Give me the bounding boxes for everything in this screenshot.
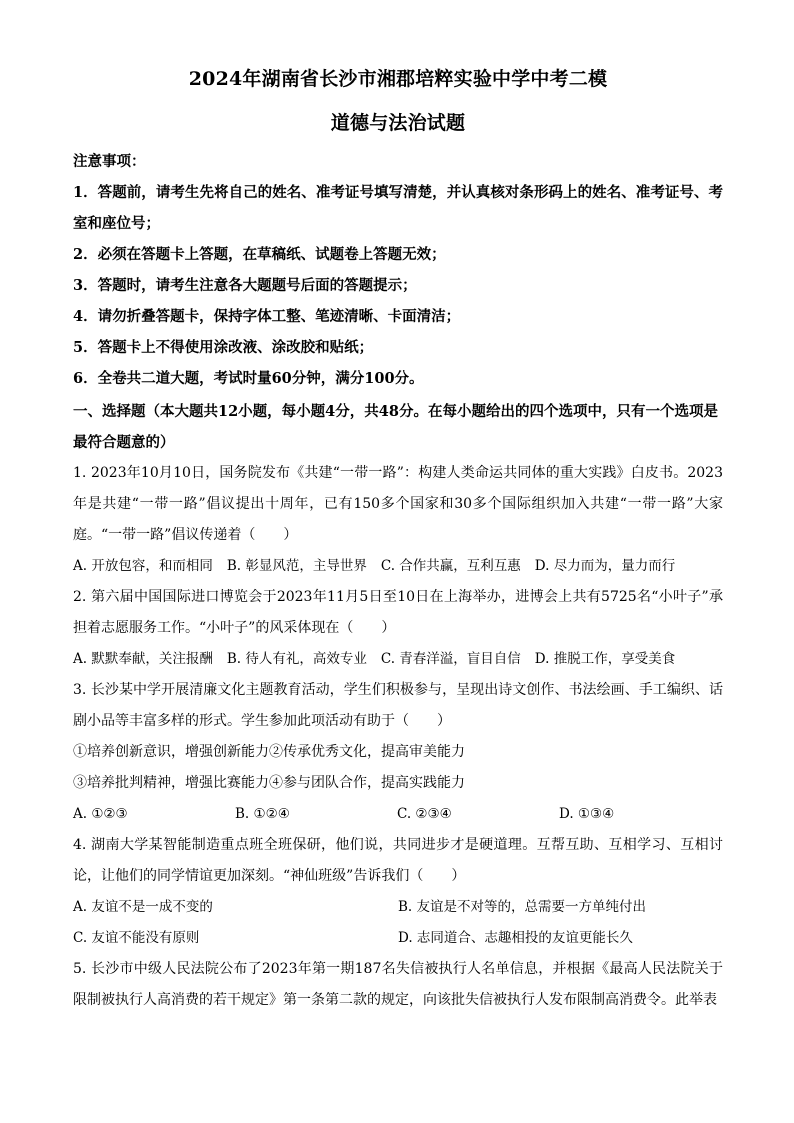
notice-item-5: 5．答题卡上不得使用涂改液、涂改胶和贴纸； <box>73 339 374 356</box>
exam-page <box>73 64 723 1016</box>
exam-subject: 道德与法治试题 <box>330 112 466 134</box>
question-3-option-a: A. ①②③ <box>73 806 128 822</box>
question-1-option-c: C. 合作共赢，互利互惠 <box>380 558 521 574</box>
question-3-statements-2: ③培养批判精神，增强比赛能力④参与团队合作，提高实践能力 <box>73 775 465 791</box>
notice-item-3: 3．答题时，请考生注意各大题题号后面的答题提示； <box>73 277 417 294</box>
question-4-option-d: D. 志同道合、志趣相投的友谊更能长久 <box>398 930 633 946</box>
question-5-stem: 5. 长沙市中级人民法院公布了2023年第一期187名失信被执行人名单信息，并根据《最高人民法院关于限制被执行人高消费的若干规定》第一条第二款的规定，向该批失信被执行人发布限制高消费令。此举表 <box>73 961 723 1008</box>
question-3-option-c: C. ②③④ <box>397 806 452 822</box>
question-3-statements-1: ①培养创新意识，增强创新能力②传承优秀文化，提高审美能力 <box>73 744 465 760</box>
section-heading-choice: 一、选择题（本大题共12小题，每小题4分，共48分。在每小题给出的四个选项中，只有一个选项是最符合题意的） <box>73 403 718 451</box>
question-4-option-c: C. 友谊不能没有原则 <box>73 930 200 946</box>
question-1-stem: 1. 2023年10月10日，国务院发布《共建“一带一路”：构建人类命运共同体的重大实践》白皮书。2023年是共建“一带一路”倡议提出十周年，已有150多个国家和30多个国际组织加入共建“一带一路”大家庭。“一带一路”倡议传递着（ ） <box>73 465 723 543</box>
question-1-option-d: D. 尽力而为，量力而行 <box>534 558 676 574</box>
question-1-option-b: B. 彰显风范，主导世界 <box>226 558 367 574</box>
question-3-option-d: D. ①③④ <box>559 806 615 822</box>
question-1-option-a: A. 开放包容，和而相同 <box>73 558 213 574</box>
question-4-option-a: A. 友谊不是一成不变的 <box>73 899 213 915</box>
question-2-option-a: A. 默默奉献，关注报酬 <box>73 651 213 667</box>
question-3-stem: 3. 长沙某中学开展清廉文化主题教育活动，学生们积极参与，呈现出诗文创作、书法绘画、手工编织、话剧小品等丰富多样的形式。学生参加此项活动有助于（ ） <box>73 682 723 729</box>
notice-item-6: 6．全卷共二道大题，考试时量60分钟，满分100分。 <box>73 370 424 387</box>
question-3-option-b: B. ①②④ <box>235 806 290 822</box>
question-2-option-c: C. 青春洋溢，盲目自信 <box>380 651 521 667</box>
exam-title: 2024年湖南省长沙市湘郡培粹实验中学中考二模 <box>188 68 608 90</box>
question-2-option-b: B. 待人有礼，高效专业 <box>226 651 367 667</box>
question-2-option-d: D. 推脱工作，享受美食 <box>534 651 676 667</box>
notice-heading: 注意事项： <box>73 153 146 170</box>
question-1-options <box>73 551 723 582</box>
question-4-options <box>73 892 723 954</box>
question-2-options <box>73 644 723 675</box>
question-4-stem: 4. 湖南大学某智能制造重点班全班保研，他们说，共同进步才是硬道理。互帮互助、互相学习、互相讨论，让他们的同学情谊更加深刻。“神仙班级”告诉我们（ ） <box>73 837 723 884</box>
question-3-options <box>73 799 723 830</box>
question-2-stem: 2. 第六届中国国际进口博览会于2023年11月5日至10日在上海举办，进博会上共有5725名“小叶子”承担着志愿服务工作。“小叶子”的风采体现在（ ） <box>73 589 723 636</box>
question-4-option-b: B. 友谊是不对等的，总需要一方单纯付出 <box>398 899 647 915</box>
notice-item-2: 2．必须在答题卡上答题，在草稿纸、试题卷上答题无效； <box>73 246 446 263</box>
notice-item-1: 1．答题前，请考生先将自己的姓名、准考证号填写清楚，并认真核对条形码上的姓名、准考证号、考室和座位号； <box>73 184 723 232</box>
notice-item-4: 4．请勿折叠答题卡，保持字体工整、笔迹清晰、卡面清洁； <box>73 308 461 325</box>
